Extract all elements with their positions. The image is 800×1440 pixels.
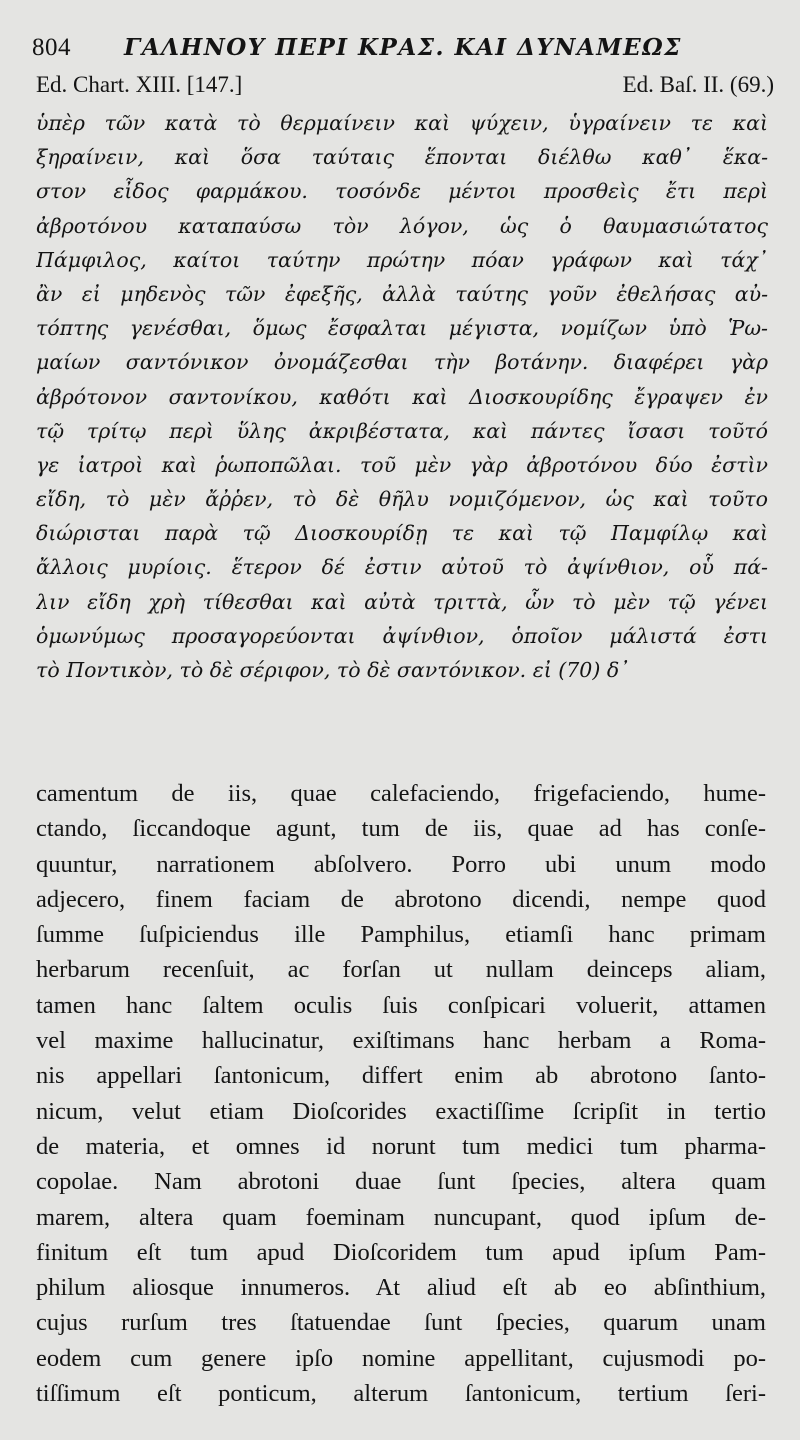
greek-text-line: διώρισται παρὰ τῷ Διοσκουρίδῃ τε καὶ τῷ Παμφίλῳ καὶ — [36, 521, 768, 546]
edition-reference-left: Ed. Chart. XIII. [147.] — [36, 72, 243, 97]
latin-text-line: tamen hanc ſaltem oculis ſuis conſpicari voluerit, attamen — [36, 991, 766, 1019]
greek-text-line: εἴδη, τὸ μὲν ἄῤῥεν, τὸ δὲ θῆλυ νομιζόμενον, ὡς καὶ τοῦτο — [36, 487, 768, 512]
latin-text-line: philum aliosque innumeros. At aliud eſt ab eo abſinthium, — [36, 1274, 766, 1302]
latin-text-line: copolae. Nam abrotoni duae ſunt ſpecies, altera quam — [36, 1168, 766, 1196]
latin-text-line: cujus rurſum tres ſtatuendae ſunt ſpecies, quarum unam — [36, 1309, 766, 1337]
greek-text-line: ἄλλοις μυρίοις. ἕτερον δέ ἐστιν αὐτοῦ τὸ ἀψίνθιον, οὗ πά- — [36, 555, 768, 580]
greek-text-line: μαίων σαντόνικον ὀνομάζεσθαι τὴν βοτάνην. διαφέρει γὰρ — [36, 350, 768, 375]
greek-text-line: τῷ τρίτῳ περὶ ὕλης ἀκριβέστατα, καὶ πάντες ἴσασι τοῦτό — [36, 418, 768, 443]
latin-text-line: eodem cum genere ipſo nomine appellitant, cujusmodi po- — [36, 1344, 766, 1372]
greek-text-line: στον εἶδος φαρμάκου. τοσόνδε μέντοι προσθεὶς ἔτι περὶ — [36, 179, 768, 204]
latin-text-line: de materia, et omnes id norunt tum medici tum pharma- — [36, 1132, 766, 1160]
latin-text-line: tiſſimum eſt ponticum, alterum ſantonicum, tertium ſeri- — [36, 1380, 766, 1408]
latin-text-block — [36, 776, 766, 1411]
page-header — [32, 30, 772, 64]
latin-text-line: finitum eſt tum apud Dioſcoridem tum apud ipſum Pam- — [36, 1238, 766, 1266]
greek-text-line: γε ἰατροὶ καὶ ῥωποπῶλαι. τοῦ μὲν γὰρ ἀβροτόνου δύο ἐστὶν — [36, 452, 768, 477]
edition-reference-right: Ed. Baſ. II. (69.) — [622, 72, 774, 97]
greek-text-line: Πάμφιλος, καίτοι ταύτην πρώτην πόαν γράφων καὶ τάχ᾽ — [36, 247, 768, 272]
latin-text-line: vel maxime hallucinatur, exiſtimans hanc herbam a Roma- — [36, 1027, 766, 1055]
latin-text-line: herbarum recenſuit, ac forſan ut nullam deinceps aliam, — [36, 956, 766, 984]
greek-text-line: ἂν εἰ μηδενὸς τῶν ἐφεξῆς, ἀλλὰ ταύτης γοῦν ἐθελήσας αὐ- — [36, 281, 768, 306]
latin-text-line: nis appellari ſantonicum, differt enim ab abrotono ſanto- — [36, 1062, 766, 1090]
latin-text-line: quuntur, narrationem abſolvero. Porro ubi unum modo — [36, 850, 766, 878]
greek-text-line: ξηραίνειν, καὶ ὅσα ταύταις ἕπονται διέλθω καθ᾽ ἕκα- — [36, 145, 768, 170]
page-number: 804 — [32, 34, 71, 61]
latin-text-line: adjecero, finem faciam de abrotono dicendi, nempe quod — [36, 885, 766, 913]
greek-text-line: τόπτης γενέσθαι, ὅμως ἔσφαλται μέγιστα, νομίζων ὑπὸ Ῥω- — [36, 316, 768, 341]
latin-text-line: marem, altera quam foeminam nuncupant, quod ipſum de- — [36, 1203, 766, 1231]
greek-text-block — [36, 106, 768, 687]
latin-text-line: nicum, velut etiam Dioſcorides exactiſſime ſcripſit in tertio — [36, 1097, 766, 1125]
greek-text-line: ὑπὲρ τῶν κατὰ τὸ θερμαίνειν καὶ ψύχειν, ὑγραίνειν τε καὶ — [36, 111, 768, 135]
latin-text-line: ſumme ſuſpiciendus ille Pamphilus, etiamſi hanc primam — [36, 921, 766, 949]
greek-text-line: τὸ Ποντικὸν, τὸ δὲ σέριφον, τὸ δὲ σαντόνικον. εἰ (70) δ᾽ — [36, 658, 630, 682]
edition-reference-line — [36, 72, 774, 102]
running-title: ΓΑΛΗΝΟΥ ΠΕΡΙ ΚΡΑΣ. ΚΑΙ ΔΥΝΑΜΕΩΣ — [124, 34, 682, 61]
latin-text-line: ctando, ſiccandoque agunt, tum de iis, quae ad has conſe- — [36, 815, 766, 843]
latin-text-line: camentum de iis, quae calefaciendo, frigefaciendo, hume- — [36, 780, 766, 807]
greek-text-line: ἀβρότονον σαντονίκου, καθότι καὶ Διοσκουρίδης ἔγραψεν ἐν — [36, 384, 768, 409]
greek-text-line: ὁμωνύμως προσαγορεύονται ἀψίνθιον, ὁποῖον μάλιστά ἐστι — [36, 623, 768, 648]
greek-text-line: ἀβροτόνου καταπαύσω τὸν λόγον, ὡς ὁ θαυμασιώτατος — [36, 213, 768, 238]
greek-text-line: λιν εἴδη χρὴ τίθεσθαι καὶ αὐτὰ τριττὰ, ὧν τὸ μὲν τῷ γένει — [36, 589, 768, 614]
